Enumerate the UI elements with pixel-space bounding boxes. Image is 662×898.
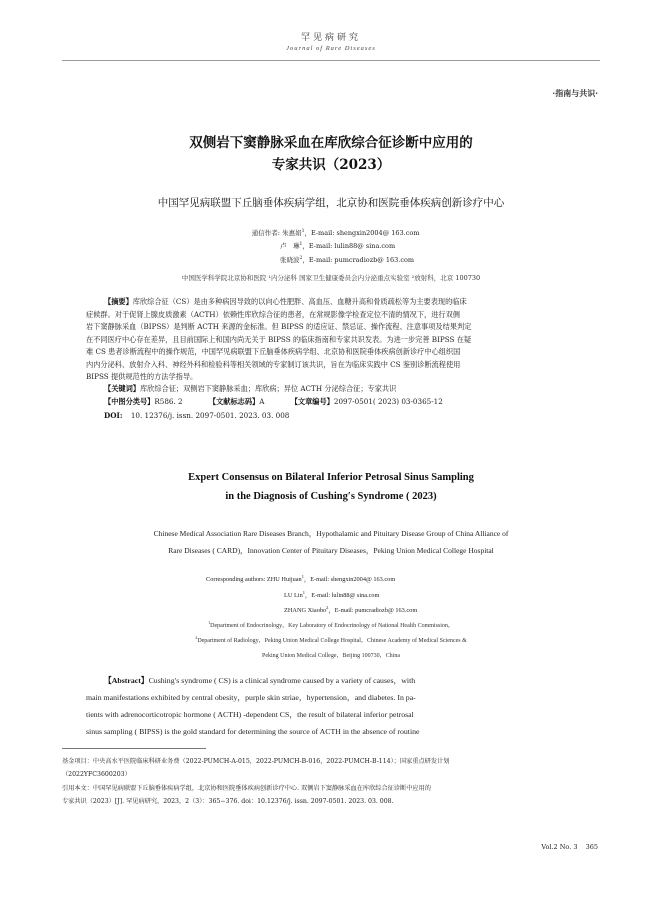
abstract-en-label: 【Abstract】	[104, 676, 149, 685]
affiliations-en-line1: $^1$Department of Endocrinology，Key Laboratory of Endocrinology of National Health Commission，	[208, 620, 454, 629]
corresponding-cn-row-1: 通信作者: 朱惠娟$^1$，E-mail: shengxin2004@ 163.com	[234, 228, 419, 237]
corresponding-cn-email[interactable]: ，E-mail: pumcradiozb@ 163.com	[302, 256, 415, 264]
abstract-cn-label: 【摘要】	[104, 297, 133, 306]
corresponding-en-email[interactable]: ，E-mail: lulin88@ sina.com	[304, 592, 380, 600]
keywords-cn: 【关键词】库欣综合征；双侧岩下窦静脉采血；库欣病；异位 ACTH 分泌综合征；专家共识	[104, 384, 397, 393]
footnote-divider	[62, 748, 206, 749]
corresponding-cn-email[interactable]: ，E-mail: shengxin2004@ 163.com	[304, 229, 420, 237]
title-en-line2: in the Diagnosis of Cushing′s Syndrome ( 2023)	[225, 491, 437, 502]
corresponding-cn-name: 卢 琳	[280, 242, 300, 250]
corresponding-cn-row-3: 张晓波$^2$，E-mail: pumcradiozb@ 163.com	[280, 255, 415, 264]
title-cn-line2: 专家共识（2023）	[271, 157, 391, 173]
affiliations-cn: 中国医学科学院北京协和医院 ¹内分泌科 国家卫生健康委员会内分泌重点实验室 ²放射科，北京 100730	[181, 274, 481, 282]
corresponding-en-row-2: LU Lin$^1$，E-mail: lulin88@ sina.com	[284, 590, 380, 600]
corresponding-cn-email[interactable]: ，E-mail: lulin88@ sina.com	[302, 242, 396, 250]
corresponding-en-row-3: ZHANG Xiaobo$^2$，E-mail: pumcradiozb@ 163.com	[284, 605, 418, 615]
footnote-fund: 基金项目：中央高水平医院临床科研业务费（2022-PUMCH-A-015，2022-PUMCH-B-016，2022-PUMCH-B-114）；国家重点研发计划 （2022YFC3600203）	[62, 758, 450, 778]
doi-link[interactable]: 10. 12376/j. issn. 2097-0501. 2023. 03. 008	[130, 411, 290, 420]
title-cn-line1: 双侧岩下窦静脉采血在库欣综合征诊断中应用的	[189, 135, 473, 151]
volume-issue: Vol.2 No. 3	[541, 843, 578, 851]
corresponding-cn-label: 通信作者:	[251, 229, 280, 237]
abstract-en: 【Abstract】Cushing′s syndrome ( CS) is a clinical syndrome caused by a variety of causes，with main manifestations exhibited by central obesity，purple skin striae，hypertension，and diabetes. In pa- tients with adrenocorticotropic hormone ( ACTH) -dependent CS，the result of bilateral inferior petrosal sinus sampling ( BIPSS) is the gold standard for determining the source of ACTH in the absence of routine	[86, 676, 420, 736]
authors-cn: 中国罕见病联盟下丘脑垂体疾病学组，北京协和医院垂体疾病创新诊疗中心	[157, 197, 505, 209]
authors-en-line2: Rare Diseases ( CARD)，Innovation Center of Pituitary Diseases，Peking Union Medical College Hospital	[168, 546, 494, 555]
corresponding-en-label: Corresponding authors:	[206, 576, 266, 584]
affiliations-en-line2: $^2$Department of Radiology，Peking Union Medical College Hospital，Chinese Academy of Medical Sciences &	[195, 635, 467, 644]
journal-title-cn: 罕见病研究	[300, 33, 361, 43]
corresponding-en-name: ZHANG Xiaobo	[284, 607, 327, 615]
affiliations-en-line3: Peking Union Medical College，Beijing 100730，China	[262, 653, 400, 659]
corresponding-en-email[interactable]: ，E-mail: shengxin2004@ 163.com	[303, 576, 396, 584]
journal-title-en: Journal of Rare Diseases	[286, 45, 376, 52]
title-en-line1: Expert Consensus on Bilateral Inferior Petrosal Sinus Sampling	[188, 472, 474, 483]
corresponding-en-email[interactable]: ，E-mail: pumcradiozb@ 163.com	[328, 607, 418, 615]
page-footer	[541, 843, 598, 851]
doi-row: DOI: 10. 12376/j. issn. 2097-0501. 2023. 03. 008	[104, 411, 290, 420]
page-number: 365	[585, 843, 598, 851]
corresponding-en-name: ZHU Huijuan	[266, 576, 302, 584]
corresponding-en-name: LU Lin	[284, 592, 303, 600]
footnote-citation: 引用本文：中国罕见病联盟下丘脑垂体疾病学组，北京协和医院垂体疾病创新诊疗中心. 双侧岩下窦静脉采血在库欣综合征诊断中应用的 专家共识（2023）[J]. 罕见病研究，2023，2（3）：365−376. doi：10.12376/j. issn. 2097-0501. 2023. 03. 008.	[62, 785, 431, 805]
corresponding-cn-row-2: 卢 琳$^1$，E-mail: lulin88@ sina.com	[280, 241, 396, 250]
section-label: ·指南与共识·	[552, 88, 598, 98]
authors-en-line1: Chinese Medical Association Rare Diseases Branch，Hypothalamic and Pituitary Disease Group of China Alliance of	[153, 529, 509, 538]
abstract-cn: 【摘要】库欣综合征（CS）是由多种病因导致的以向心性肥胖、高血压、血糖升高和骨质疏松等为主要表现的临床 症候群。对于促肾上腺皮质激素（ACTH）依赖性库欣综合征的患者，在常规影像学检查定位不清的情况下，进行双侧 岩下窦静脉采血（BIPSS）是判断 ACTH 来源的金标准。但 BIPSS 的适应证、禁忌证、操作流程、注意事项及结果判定 在不同医疗中心存在差异，且目前国际上和国内尚无关于 BIPSS 的临床指南和专家共识发表。为进一步完善 BIPSS 在疑 难 CS 患者诊断流程中的操作规范，中国罕见病联盟下丘脑垂体疾病学组、北京协和医院垂体疾病创新诊疗中心组织国 内内分泌科、放射介入科、神经外科和检验科等相关领域的专家制订该共识，旨在为临床实践中 CS 鉴别诊断流程使用 BIPSS 提供规范性的方法学指导。	[86, 297, 472, 381]
corresponding-en-row-1: Corresponding authors: ZHU Huijuan$^1$，E-mail: shengxin2004@ 163.com	[206, 574, 396, 584]
classification-row: 【中图分类号】R586. 2 【文献标志码】A 【文章编号】2097-0501( 2023) 03-0365-12	[104, 397, 443, 406]
corresponding-cn-name: 朱惠娟	[282, 229, 302, 237]
header-divider	[62, 60, 600, 61]
corresponding-cn-name: 张晓波	[280, 256, 300, 264]
